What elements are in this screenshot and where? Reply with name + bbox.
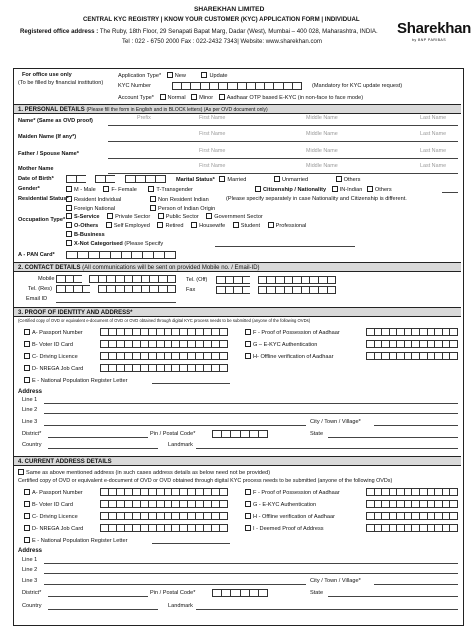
cur-offline-label: H - Offline verification of Aadhaar: [253, 514, 335, 520]
form-title: CENTRAL KYC REGISTRY | KNOW YOUR CUSTOMER (KYC) APPLICATION FORM | INDIVIDUAL: [83, 16, 360, 23]
gender-male-label: M - Male: [74, 187, 96, 193]
poi-aadhaar-checkbox[interactable]: [245, 329, 251, 335]
poi-offline-label: H- Offline verification of Aadhaar: [253, 354, 334, 360]
tel-off-label: Tel. (Off): [186, 277, 208, 283]
citizenship-label: Citizenship / Nationality: [263, 187, 327, 193]
cur-country-label: Country: [22, 603, 42, 609]
pan-label: A - PAN Card*: [18, 252, 55, 258]
s-service-checkbox[interactable]: [66, 213, 72, 219]
poi-voter-checkbox[interactable]: [24, 341, 30, 347]
address-label: Registered office address :: [20, 28, 99, 35]
mobile-label: Mobile: [38, 276, 55, 282]
poi-district-label: District*: [22, 431, 42, 437]
cur-nrega-label: D- NREGA Job Card: [32, 526, 84, 532]
gender-trans-label: T-Transgender: [156, 187, 193, 193]
maiden-middle-ph: Middle Name: [306, 131, 338, 137]
poi-passport-label: A- Passport Number: [32, 330, 83, 336]
poi-line1-label: Line 1: [22, 397, 38, 403]
cur-ekyc-checkbox[interactable]: [245, 501, 251, 507]
father-name-field[interactable]: [108, 158, 458, 159]
foreign-checkbox[interactable]: [66, 205, 72, 211]
office-contact: Tel : 022 - 6750 2000 Fax : 022-2432 7343| Website: www.sharekhan.com: [122, 38, 322, 45]
sharekhan-logo: [397, 20, 471, 37]
gender-label: Gender*: [18, 186, 40, 192]
mother-last-ph: Last Name: [420, 163, 447, 169]
nationality-others-checkbox[interactable]: [367, 186, 373, 192]
poi-offline-boxes[interactable]: [366, 352, 458, 360]
indian-label: IN-Indian: [339, 187, 363, 193]
nationality-others-label: Others: [374, 187, 392, 193]
foreign-label: Foreign National: [74, 206, 116, 212]
sec2-title: 2. CONTACT DETAILS: [18, 265, 81, 271]
nri-checkbox[interactable]: [150, 196, 156, 202]
name-prefix-ph: Prefix: [137, 115, 151, 121]
cur-landmark-field[interactable]: [196, 609, 458, 610]
self-employed-label: Self Employed: [113, 223, 150, 229]
poi-driving-boxes[interactable]: [100, 352, 228, 360]
poi-ekyc-label: G – E-KYC Authentication: [253, 342, 318, 348]
dob-boxes[interactable]: [66, 175, 166, 183]
name-last-ph: Last Name: [420, 115, 447, 121]
cur-driving-boxes[interactable]: [100, 512, 228, 520]
app-type-new-label: New: [174, 73, 186, 79]
poi-district-field[interactable]: [48, 437, 148, 438]
cur-voter-boxes[interactable]: [100, 500, 228, 508]
professional-label: Professional: [275, 223, 307, 229]
gender-female-checkbox[interactable]: [103, 186, 109, 192]
cur-npr-label: E - National Population Register Letter: [32, 538, 128, 544]
poi-npr-label: E - National Population Register Letter: [32, 378, 128, 384]
cur-offline-checkbox[interactable]: [245, 513, 251, 519]
cur-line3-field[interactable]: [44, 584, 306, 585]
mother-name-label: Mother Name: [18, 166, 54, 172]
retired-label: Retired: [165, 223, 184, 229]
pan-boxes[interactable]: [66, 251, 176, 259]
same-address-label: Same as above mentioned address (in such cases address details as below need not be provided): [26, 470, 271, 476]
father-first-ph: First Name: [199, 148, 226, 154]
cur-aadhaar-checkbox[interactable]: [245, 489, 251, 495]
cur-city-field[interactable]: [374, 584, 458, 585]
cur-passport-label: A- Passport Number: [32, 490, 83, 496]
cur-ekyc-label: G - E-KYC Authentication: [253, 502, 317, 508]
unmarried-checkbox[interactable]: [274, 176, 280, 182]
occupation-specify-field[interactable]: [215, 246, 355, 247]
poi-city-field[interactable]: [374, 425, 458, 426]
mother-first-ph: First Name: [199, 163, 226, 169]
dob-label: Date of Birth*: [18, 176, 54, 182]
cur-deemed-boxes[interactable]: [366, 524, 458, 532]
name-middle-ph: Middle Name: [306, 115, 338, 121]
cur-driving-label: C- Driving Licence: [32, 514, 78, 520]
acc-aadhaar-label: Aadhaar OTP based E-KYC (in non-face to face mode): [226, 95, 364, 101]
please-specify-label: (Please Specify: [124, 241, 164, 247]
resident-checkbox[interactable]: [66, 196, 72, 202]
email-field[interactable]: [56, 302, 176, 303]
name-label: Name* (Same as OVD proof): [18, 118, 93, 124]
section-contact-details: [14, 262, 461, 272]
poi-nrega-label: D- NREGA Job Card: [32, 366, 84, 372]
nationality-others-field[interactable]: [442, 192, 458, 193]
govt-sector-checkbox[interactable]: [206, 213, 212, 219]
cur-nrega-boxes[interactable]: [100, 524, 228, 532]
poi-landmark-label: Landmark: [168, 442, 193, 448]
cur-pin-boxes[interactable]: [212, 589, 268, 597]
housewife-checkbox[interactable]: [191, 222, 197, 228]
cur-aadhaar-boxes[interactable]: [366, 488, 458, 496]
cur-driving-checkbox[interactable]: [24, 513, 30, 519]
cur-city-label: City / Town / Village*: [310, 578, 361, 584]
poi-country-field[interactable]: [48, 448, 158, 449]
poi-driving-label: C- Driving Licence: [32, 354, 78, 360]
tel-off-boxes[interactable]: [216, 276, 336, 284]
cur-offline-boxes[interactable]: [366, 512, 458, 520]
poi-city-label: City / Town / Village*: [310, 419, 361, 425]
acc-aadhaar-checkbox[interactable]: [219, 94, 225, 100]
app-type-update-label: Update: [209, 73, 228, 79]
poi-address-heading: Address: [18, 389, 43, 395]
father-middle-ph: Middle Name: [306, 148, 338, 154]
sec1-title: 1. PERSONAL DETAILS: [18, 107, 85, 113]
private-sector-label: Private Sector: [115, 214, 151, 220]
logo-subtext: by BNP PARIBAS: [412, 38, 447, 42]
sec3-title: 3. PROOF OF IDENTITY AND ADDRESS*: [18, 310, 133, 316]
same-address-checkbox[interactable]: [18, 469, 24, 475]
office-use-sublabel: (To be filled by financial institution): [18, 80, 104, 86]
father-last-ph: Last Name: [420, 148, 447, 154]
app-type-update-checkbox[interactable]: [201, 72, 207, 78]
acc-normal-checkbox[interactable]: [160, 94, 166, 100]
poi-voter-boxes[interactable]: [100, 340, 228, 348]
kyc-number-note: (Mandatory for KYC update request): [312, 83, 403, 89]
cur-passport-boxes[interactable]: [100, 488, 228, 496]
poi-offline-checkbox[interactable]: [245, 353, 251, 359]
housewife-label: Housewife: [199, 223, 226, 229]
poi-npr-field[interactable]: [152, 383, 230, 384]
maiden-name-field[interactable]: [108, 141, 458, 142]
cur-line2-label: Line 2: [22, 567, 38, 573]
cur-address-heading: Address: [18, 548, 43, 554]
cur-voter-checkbox[interactable]: [24, 501, 30, 507]
o-others-label: O-Others: [74, 223, 99, 229]
name-field[interactable]: [108, 125, 458, 126]
kyc-number-label: KYC Number: [118, 83, 151, 89]
sec1-note: (Please fill the form in English and in BLOCK letters) (As per OVD document only): [86, 107, 268, 113]
poi-country-label: Country: [22, 442, 42, 448]
cur-aadhaar-label: F - Proof of Possession of Aadhaar: [253, 490, 340, 496]
section-personal-details: [14, 104, 461, 114]
s-service-label: S-Service: [74, 214, 100, 220]
poi-voter-label: B- Voter ID Card: [32, 342, 74, 348]
cur-line1-label: Line 1: [22, 557, 38, 563]
poi-driving-checkbox[interactable]: [24, 353, 30, 359]
section-current-address: [14, 456, 461, 466]
poi-npr-checkbox[interactable]: [24, 377, 30, 383]
app-type-new-checkbox[interactable]: [167, 72, 173, 78]
mother-middle-ph: Middle Name: [306, 163, 338, 169]
poi-landmark-field[interactable]: [196, 448, 458, 449]
o-others-checkbox[interactable]: [66, 222, 72, 228]
sec2-note: (All communications will be sent on provided Mobile no. / Email-ID): [82, 265, 260, 271]
cur-landmark-label: Landmark: [168, 603, 193, 609]
company-name: SHAREKHAN LIMITED: [194, 6, 265, 13]
office-address: The Ruby, 18th Floor, 29 Senapati Bapat Marg, Dadar (West), Mumbai – 400 028, Maharashtra, INDIA.: [99, 28, 378, 35]
poi-line2-field[interactable]: [44, 413, 458, 414]
cur-country-field[interactable]: [48, 609, 158, 610]
poi-aadhaar-label: F - Proof of Possession of Aadhaar: [253, 330, 340, 336]
retired-checkbox[interactable]: [157, 222, 163, 228]
pio-checkbox[interactable]: [150, 205, 156, 211]
poi-aadhaar-boxes[interactable]: [366, 328, 458, 336]
unmarried-label: Unmarried: [281, 177, 309, 183]
logo-text: Sharekhan: [397, 20, 471, 37]
b-business-checkbox[interactable]: [66, 231, 72, 237]
country-note: (Please specify separately in case Nationality and Citizenship is different.: [226, 196, 407, 202]
poi-line3-field[interactable]: [44, 425, 306, 426]
maiden-name-label: Maiden Name (If any*): [18, 134, 77, 140]
married-checkbox[interactable]: [219, 176, 225, 182]
acc-normal-label: Normal: [167, 95, 186, 101]
occupation-label: Occupation Type*: [18, 217, 66, 223]
mobile-boxes[interactable]: [56, 275, 176, 283]
poi-line2-label: Line 2: [22, 407, 38, 413]
student-checkbox[interactable]: [233, 222, 239, 228]
acc-minor-label: Minor: [199, 95, 214, 101]
govt-sector-label: Government Sector: [214, 214, 263, 220]
poi-ekyc-checkbox[interactable]: [245, 341, 251, 347]
cur-nrega-checkbox[interactable]: [24, 525, 30, 531]
married-label: Married: [227, 177, 247, 183]
cur-npr-field[interactable]: [152, 543, 230, 544]
cur-state-label: State: [310, 590, 324, 596]
self-employed-checkbox[interactable]: [106, 222, 112, 228]
professional-checkbox[interactable]: [268, 222, 274, 228]
indian-checkbox[interactable]: [332, 186, 338, 192]
kyc-number-boxes[interactable]: [172, 82, 302, 90]
resident-label: Resident Individual: [74, 197, 122, 203]
student-label: Student: [240, 223, 261, 229]
section-proof-identity: [14, 307, 461, 317]
account-type-label: Account Type*: [118, 95, 154, 101]
private-sector-checkbox[interactable]: [107, 213, 113, 219]
b-business-label: B-Business: [74, 232, 105, 238]
poi-ekyc-boxes[interactable]: [366, 340, 458, 348]
poi-passport-checkbox[interactable]: [24, 329, 30, 335]
app-type-label: Application Type*: [118, 73, 162, 79]
poi-state-label: State: [310, 431, 324, 437]
cur-voter-label: B- Voter ID Card: [32, 502, 74, 508]
cur-state-field[interactable]: [328, 596, 458, 597]
public-sector-checkbox[interactable]: [158, 213, 164, 219]
cur-deemed-label: I - Deemed Proof of Address: [253, 526, 324, 532]
cur-ekyc-boxes[interactable]: [366, 500, 458, 508]
cur-passport-checkbox[interactable]: [24, 489, 30, 495]
gender-female-label: F- Female: [111, 187, 137, 193]
poi-nrega-checkbox[interactable]: [24, 365, 30, 371]
marital-others-checkbox[interactable]: [336, 176, 342, 182]
poi-nrega-boxes[interactable]: [100, 364, 228, 372]
pio-label: Person of Indian Origin: [158, 206, 216, 212]
poi-line3-label: Line 3: [22, 419, 38, 425]
cur-line3-label: Line 3: [22, 578, 38, 584]
cur-deemed-checkbox[interactable]: [245, 525, 251, 531]
sec4-note: Certified copy of OVD or equivalent e-document of OVD or OVD obtained through digital KYC process needs to be submitted (anyone of the following OVDs): [18, 478, 393, 484]
acc-minor-checkbox[interactable]: [191, 94, 197, 100]
name-first-ph: First Name: [199, 115, 226, 121]
maiden-first-ph: First Name: [199, 131, 226, 137]
poi-state-field[interactable]: [328, 437, 458, 438]
cur-district-field[interactable]: [48, 596, 148, 597]
cur-district-label: District*: [22, 590, 42, 596]
cur-line1-field[interactable]: [44, 563, 458, 564]
father-name-label: Father / Spouse Name*: [18, 151, 79, 157]
residential-label: Residential Status*: [18, 196, 69, 202]
tel-res-boxes[interactable]: [56, 285, 176, 293]
sec3-note: (Certified copy of OVD or equivalent e-document of OVD or OVD obtained through digital KYC process needs to be submitted (anyone of the following OVDs): [18, 318, 311, 323]
cur-npr-checkbox[interactable]: [24, 537, 30, 543]
nri-label: Non Resident Indian: [158, 197, 209, 203]
mother-name-field[interactable]: [108, 173, 458, 174]
sec4-title: 4. CURRENT ADDRESS DETAILS: [18, 459, 112, 465]
poi-line1-field[interactable]: [44, 403, 458, 404]
public-sector-label: Public Sector: [165, 214, 199, 220]
x-notcat-checkbox[interactable]: [66, 240, 72, 246]
maiden-last-ph: Last Name: [420, 131, 447, 137]
poi-pin-boxes[interactable]: [212, 430, 268, 438]
tel-res-label: Tel. (Res): [28, 286, 52, 292]
fax-boxes[interactable]: [216, 286, 336, 294]
cur-line2-field[interactable]: [44, 573, 458, 574]
fax-label: Fax: [186, 287, 196, 293]
marital-others-label: Others: [343, 177, 361, 183]
cur-pin-label: Pin / Postal Code*: [150, 590, 196, 596]
email-label: Email ID: [26, 296, 48, 302]
x-notcat-label: X-Not Categorised: [74, 241, 123, 247]
gender-male-checkbox[interactable]: [66, 186, 72, 192]
poi-passport-boxes[interactable]: [100, 328, 228, 336]
office-use-label: For office use only: [22, 72, 72, 78]
gender-trans-checkbox[interactable]: [148, 186, 154, 192]
citizenship-checkbox[interactable]: [255, 186, 261, 192]
marital-label: Marital Status*: [176, 177, 215, 183]
poi-pin-label: Pin / Postal Code*: [150, 431, 196, 437]
